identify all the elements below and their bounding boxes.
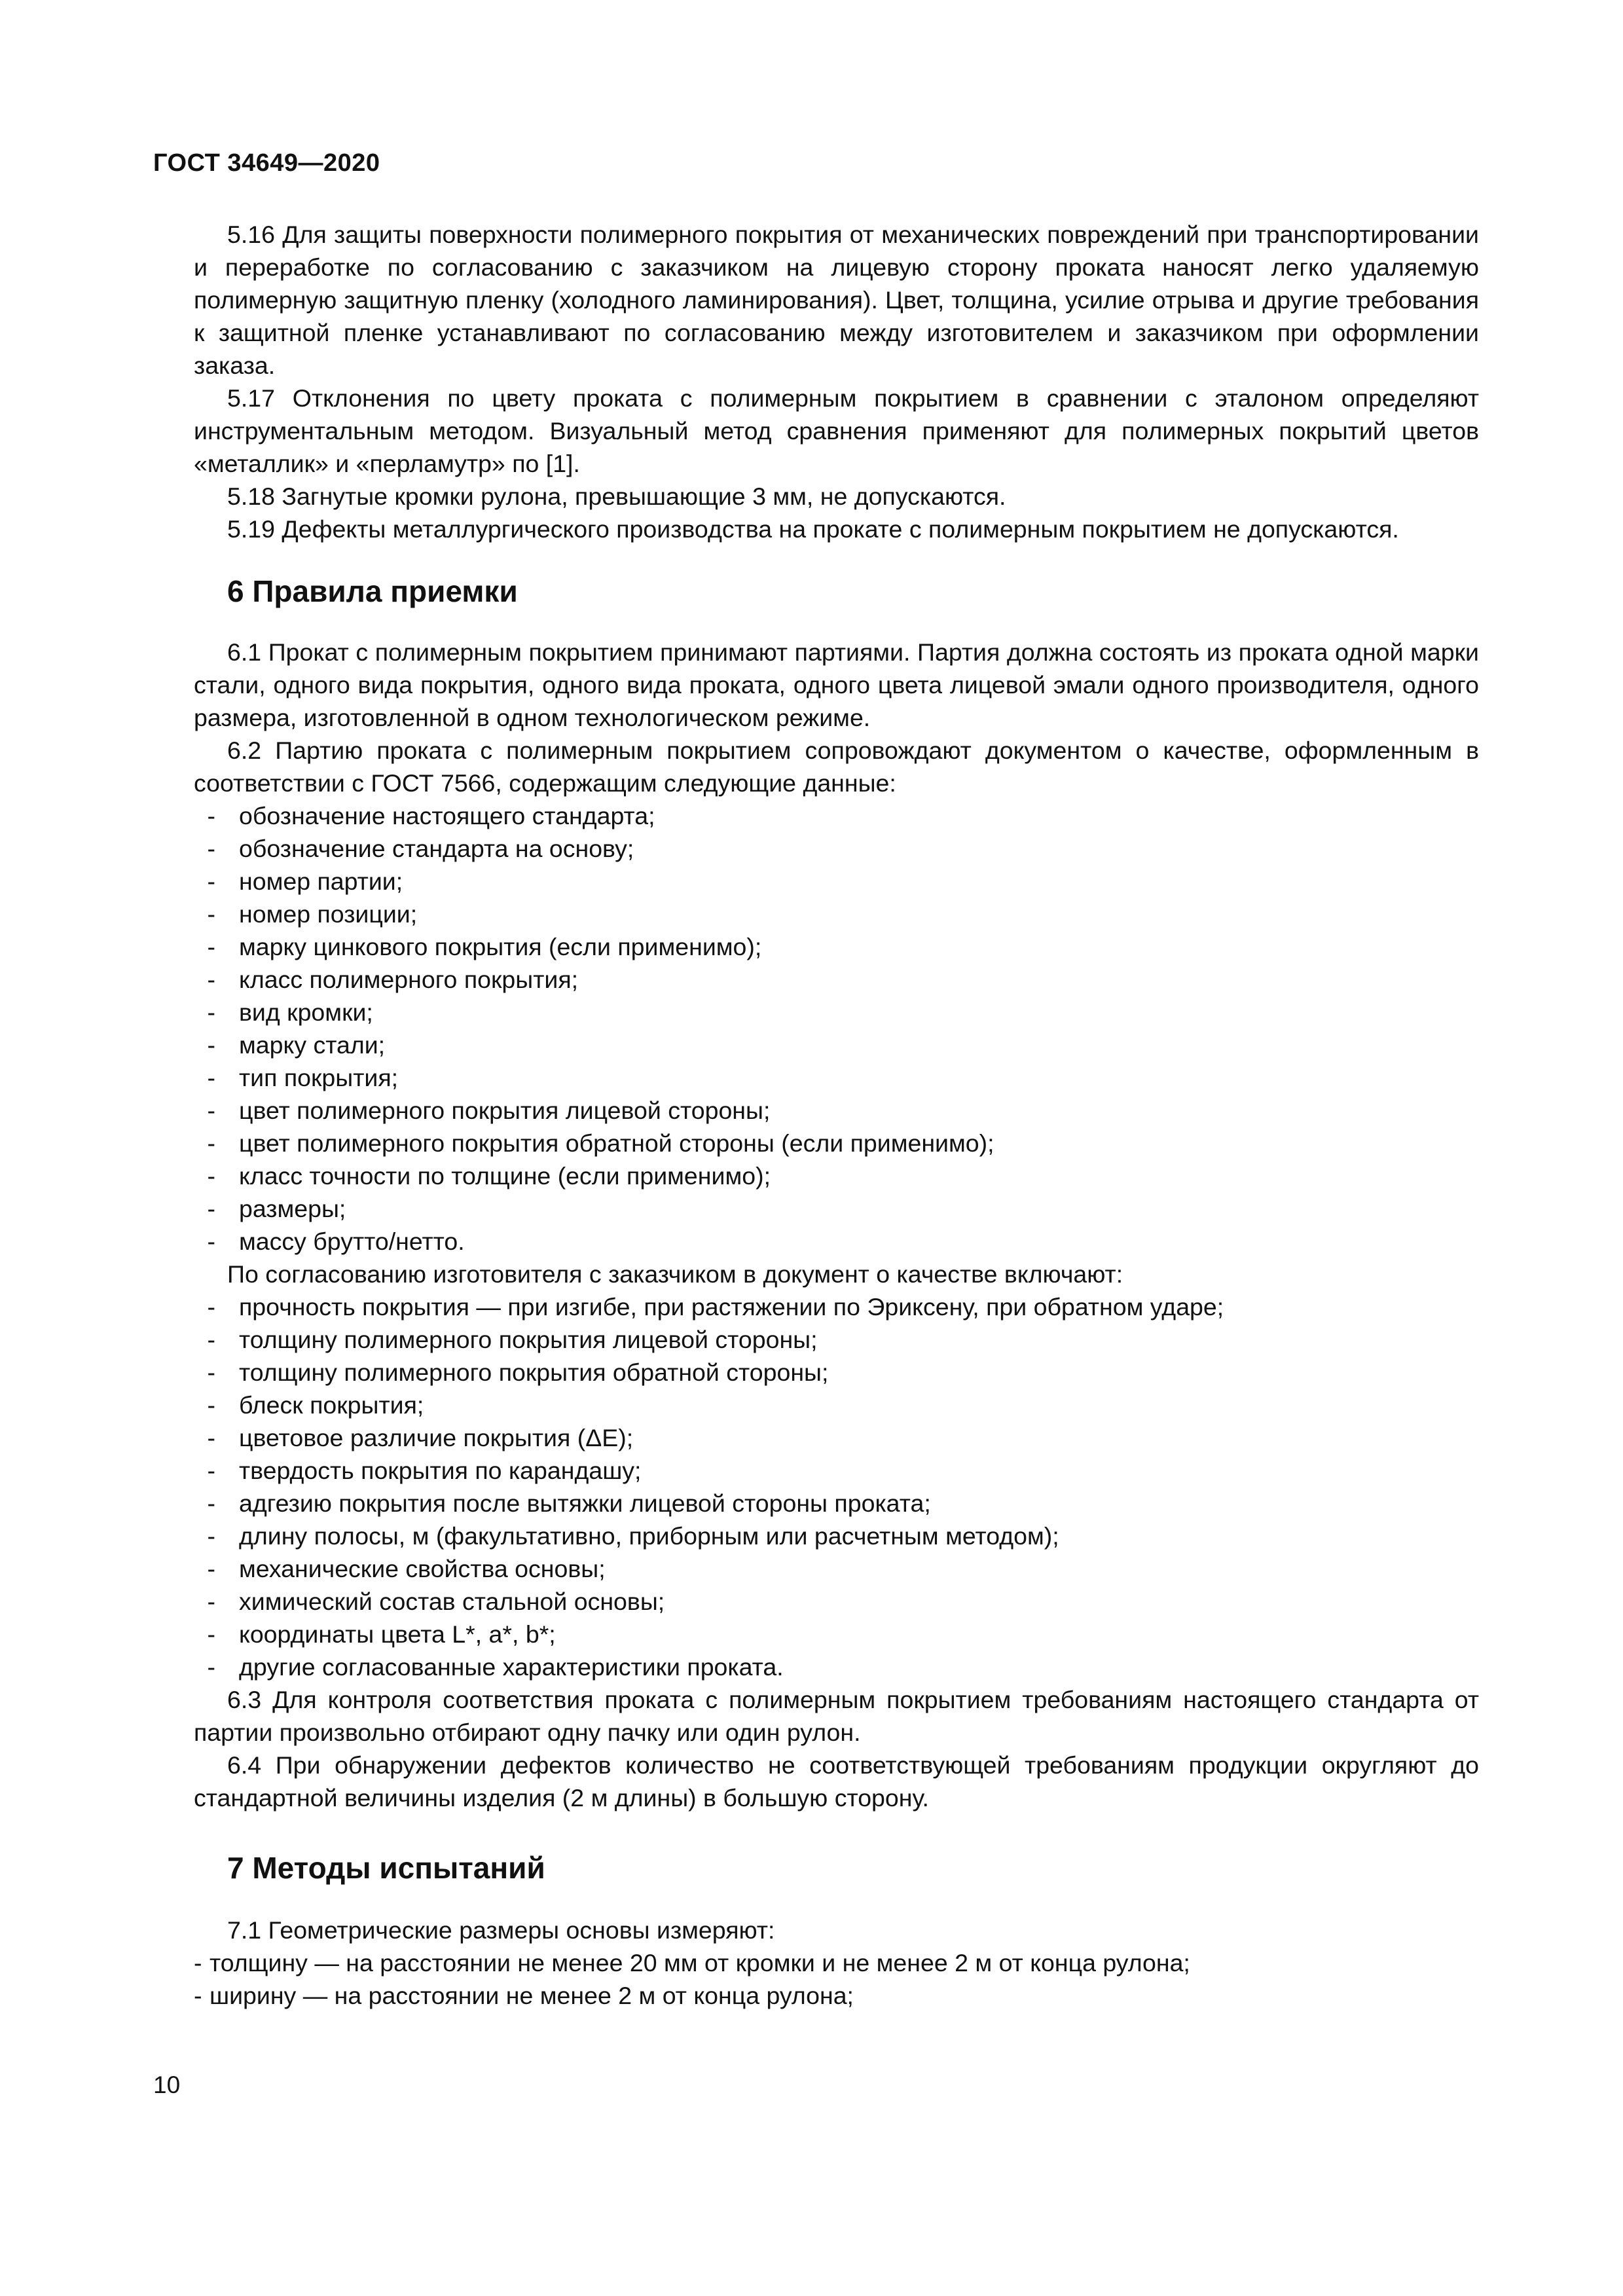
list-item: - класс точности по толщине (если применимо); — [194, 1159, 1479, 1192]
section-6-heading: 6 Правила приемки — [227, 574, 518, 608]
list-item: - механические свойства основы; — [194, 1552, 1479, 1585]
page-number: 10 — [153, 2071, 181, 2098]
agreement-data-list — [194, 1290, 1479, 1683]
list-item: - цвет полимерного покрытия лицевой стороны; — [194, 1094, 1479, 1127]
list-item: - массу брутто/нетто. — [194, 1225, 1479, 1258]
list-item: - марку стали; — [194, 1029, 1479, 1061]
standard-code-header: ГОСТ 34649—2020 — [153, 149, 380, 177]
list-item: - обозначение стандарта на основу; — [194, 832, 1479, 865]
paragraph-6-1: 6.1 Прокат с полимерным покрытием принимают партиями. Партия должна состоять из проката одной марки стали, одного вида покрытия, одного вида проката, одного цвета лицевой эмали одного производителя, одного размера, изготовленной в одном технологическом режиме. — [194, 638, 1479, 731]
list-item: - твердость покрытия по карандашу; — [194, 1454, 1479, 1487]
list-item: - тип покрытия; — [194, 1061, 1479, 1094]
measurement-list — [194, 1946, 1479, 2012]
quality-document-data-list — [194, 799, 1479, 1258]
list-item: - толщину полимерного покрытия обратной стороны; — [194, 1356, 1479, 1389]
list-item: - адгезию покрытия после вытяжки лицевой стороны проката; — [194, 1487, 1479, 1520]
list-item: - цветовое различие покрытия (ΔE); — [194, 1421, 1479, 1454]
list-item: - блеск покрытия; — [194, 1389, 1479, 1421]
agreement-intro: По согласованию изготовителя с заказчиком в документ о качестве включают: — [227, 1260, 1123, 1288]
document-body — [194, 218, 1479, 2012]
list-item: - толщину полимерного покрытия лицевой стороны; — [194, 1323, 1479, 1356]
list-item: - другие согласованные характеристики проката. — [194, 1650, 1479, 1683]
list-item: - длину полосы, м (факультативно, приборным или расчетным методом); — [194, 1520, 1479, 1552]
list-item: - толщину — на расстоянии не менее 20 мм от кромки и не менее 2 м от конца рулона; — [194, 1946, 1479, 1979]
list-item: - обозначение настоящего стандарта; — [194, 799, 1479, 832]
list-item: - марку цинкового покрытия (если применимо); — [194, 930, 1479, 963]
list-item: - координаты цвета L*, a*, b*; — [194, 1618, 1479, 1650]
paragraph-5-17: 5.17 Отклонения по цвету проката с полимерным покрытием в сравнении с эталоном определяют инструментальным методом. Визуальный метод сравнения применяют для полимерных покрытий цветов «металлик» и «перламутр» по [1]. — [194, 384, 1479, 477]
list-item: - химический состав стальной основы; — [194, 1585, 1479, 1618]
paragraph-7-1: 7.1 Геометрические размеры основы измеряют: — [227, 1916, 775, 1944]
list-item: - ширину — на расстоянии не менее 2 м от конца рулона; — [194, 1979, 1479, 2012]
list-item: - цвет полимерного покрытия обратной стороны (если применимо); — [194, 1127, 1479, 1159]
list-item: - класс полимерного покрытия; — [194, 963, 1479, 996]
paragraph-5-19: 5.19 Дефекты металлургического производства на прокате с полимерным покрытием не допускаются. — [227, 515, 1399, 543]
paragraph-5-16: 5.16 Для защиты поверхности полимерного покрытия от механических повреждений при транспортировании и переработке по согласованию с заказчиком на лицевую сторону проката наносят легко удаляемую полимерную защитную пленку (холодного ламинирования). Цвет, толщина, усилие отрыва и другие требования к защитной пленке устанавливают по согласованию между изготовителем и заказчиком при оформлении заказа. — [194, 221, 1479, 379]
list-item: - номер позиции; — [194, 898, 1479, 930]
list-item: - номер партии; — [194, 865, 1479, 898]
paragraph-6-3: 6.3 Для контроля соответствия проката с полимерным покрытием требованиям настоящего стандарта от партии произвольно отбирают одну пачку или один рулон. — [194, 1686, 1479, 1746]
list-item: - прочность покрытия — при изгибе, при растяжении по Эриксену, при обратном ударе; — [194, 1290, 1479, 1323]
paragraph-6-4: 6.4 При обнаружении дефектов количество не соответствующей требованиям продукции округляют до стандартной величины изделия (2 м длины) в большую сторону. — [194, 1751, 1479, 1812]
list-item: - размеры; — [194, 1192, 1479, 1225]
section-7-heading: 7 Методы испытаний — [227, 1851, 545, 1885]
paragraph-5-18: 5.18 Загнутые кромки рулона, превышающие 3 мм, не допускаются. — [227, 483, 1006, 510]
paragraph-6-2: 6.2 Партию проката с полимерным покрытием сопровождают документом о качестве, оформленным в соответствии с ГОСТ 7566, содержащим следующие данные: — [194, 737, 1479, 797]
list-item: - вид кромки; — [194, 996, 1479, 1029]
